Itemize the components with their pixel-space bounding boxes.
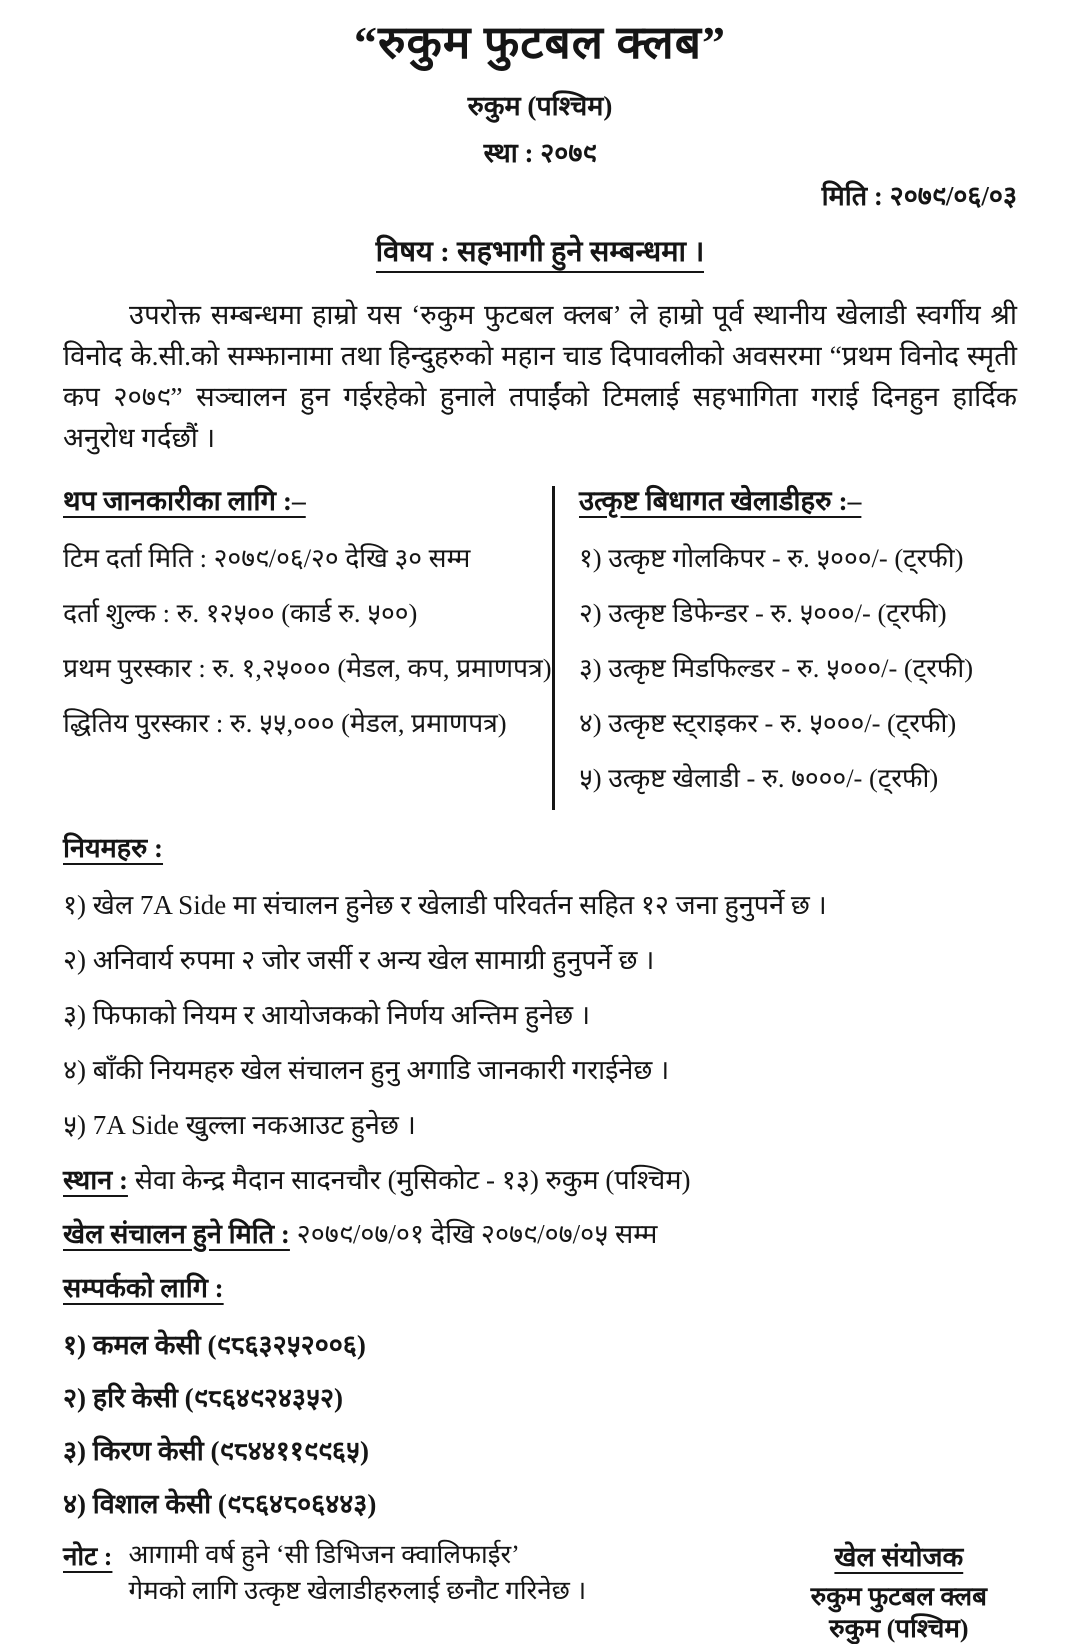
info-item-first-prize: प्रथम पुरस्कार : रु. १,२५००० (मेडल, कप, प्रमाणपत्र) — [63, 653, 552, 683]
club-title: “रुकुम फुटबल क्लब” — [354, 17, 726, 68]
award-item-midfielder: ३) उत्कृष्ट मिडफिल्डर - रु. ५०००/- (ट्रफी) — [579, 653, 974, 683]
rules-section — [63, 828, 1017, 1142]
body-paragraph: उपरोक्त सम्बन्धमा हाम्रो यस ‘रुकुम फुटबल क्लब’ ले हाम्रो पूर्व स्थानीय खेलाडी स्वर्गीय श्री विनोद के.सी.को सम्झानामा तथा हिन्दुहरुको महान चाड दिपावलीको अवसरमा “प्रथम विनोद स्मृती कप २०७९” सञ्चालन हुन गईरहेको हुनाले तपाईंको टिमलाई सहभागिता गराई दिनहुन हार्दिक अनुरोध गर्दछौं । — [63, 299, 1017, 453]
additional-info-column — [63, 482, 552, 814]
note-text — [128, 1537, 586, 1609]
award-item-striker: ४) उत्कृष्ट स्ट्राइकर - रु. ५०००/- (ट्रफी) — [579, 708, 957, 738]
venue-line — [63, 1160, 1017, 1197]
subject-line — [63, 231, 1017, 270]
rule-item-2: २) अनिवार्य रुपमा २ जोर जर्सी र अन्य खेल सामाग्री हुनुपर्ने छ । — [63, 945, 655, 975]
award-item-defender: २) उत्कृष्ट डिफेन्डर - रु. ५०००/- (ट्रफी) — [579, 598, 947, 628]
award-item-best-player: ५) उत्कृष्ट खेलाडी - रु. ७०००/- (ट्रफी) — [579, 763, 939, 793]
info-item-second-prize: द्धितिय पुरस्कार : रु. ५५,००० (मेडल, प्रमाणपत्र) — [63, 708, 507, 738]
signature-place: रुकुम (पश्चिम) — [829, 1614, 969, 1643]
column-divider — [552, 486, 555, 810]
subject-text: विषय : सहभागी हुने सम्बन्धमा । — [376, 236, 705, 273]
established-year: स्था : २०७९ — [483, 138, 597, 168]
rule-item-4: ४) बाँकी नियमहरु खेल संचालन हुनु अगाडि जानकारी गराईनेछ । — [63, 1055, 670, 1085]
venue-label: स्थान : — [63, 1165, 128, 1195]
rule-item-5: ५) 7A Side खुल्ला नकआउट हुनेछ । — [63, 1110, 416, 1140]
schedule-value: २०७९/०७/०१ देखि २०७९/०७/०५ सम्म — [296, 1219, 658, 1249]
contact-item-1: १) कमल केसी (९८६३२५२००६) — [63, 1330, 366, 1360]
letter-date: मिति : २०७९/०६/०३ — [821, 181, 1017, 211]
signature-org: रुकुम फुटबल क्लब — [810, 1582, 987, 1611]
note-line-1: आगामी वर्ष हुने ‘सी डिभिजन क्वालिफाईर’ — [128, 1540, 520, 1569]
additional-info-heading: थप जानकारीका लागि :– — [63, 485, 306, 516]
note-line-2: गेमको लागि उत्कृष्ट खेलाडीहरुलाई छनौट गरिनेछ । — [128, 1576, 587, 1605]
contact-item-2: २) हरि केसी (९८६४९२४३५२) — [63, 1383, 344, 1413]
schedule-line — [63, 1214, 1017, 1251]
schedule-label: खेल संचालन हुने मिति : — [63, 1219, 290, 1249]
info-awards-columns — [63, 482, 1017, 814]
rule-item-1: १) खेल 7A Side मा संचालन हुनेछ र खेलाडी परिवर्तन सहित १२ जना हुनुपर्ने छ । — [63, 890, 827, 920]
signature-title: खेल संयोजक — [834, 1542, 964, 1572]
info-item-registration-fee: दर्ता शुल्क : रु. १२५०० (कार्ड रु. ५००) — [63, 598, 418, 628]
contact-item-4: ४) विशाल केसी (९८६४८०६४४३) — [63, 1489, 377, 1519]
info-item-registration-date: टिम दर्ता मिति : २०७९/०६/२० देखि ३० सम्म — [63, 543, 471, 573]
signature-block — [811, 1537, 987, 1644]
rules-heading: नियमहरु : — [63, 833, 164, 863]
best-players-column — [579, 482, 1017, 814]
club-location: रुकुम (पश्चिम) — [467, 91, 613, 121]
contact-heading: सम्पर्कको लागि : — [63, 1273, 224, 1303]
best-players-heading: उत्कृष्ट बिधागत खेलाडीहरु :– — [579, 485, 862, 516]
footer — [63, 1537, 1017, 1644]
venue-value: सेवा केन्द्र मैदान सादनचौर (मुसिकोट - १३) रुकुम (पश्चिम) — [134, 1165, 691, 1195]
note-block — [63, 1537, 586, 1609]
contact-item-3: ३) किरण केसी (९८४४११९९६५) — [63, 1436, 369, 1466]
award-item-goalkeeper: १) उत्कृष्ट गोलकिपर - रु. ५०००/- (ट्रफी) — [579, 543, 964, 573]
note-label: नोट : — [63, 1542, 113, 1571]
rule-item-3: ३) फिफाको नियम र आयोजकको निर्णय अन्तिम हुनेछ । — [63, 1000, 591, 1030]
